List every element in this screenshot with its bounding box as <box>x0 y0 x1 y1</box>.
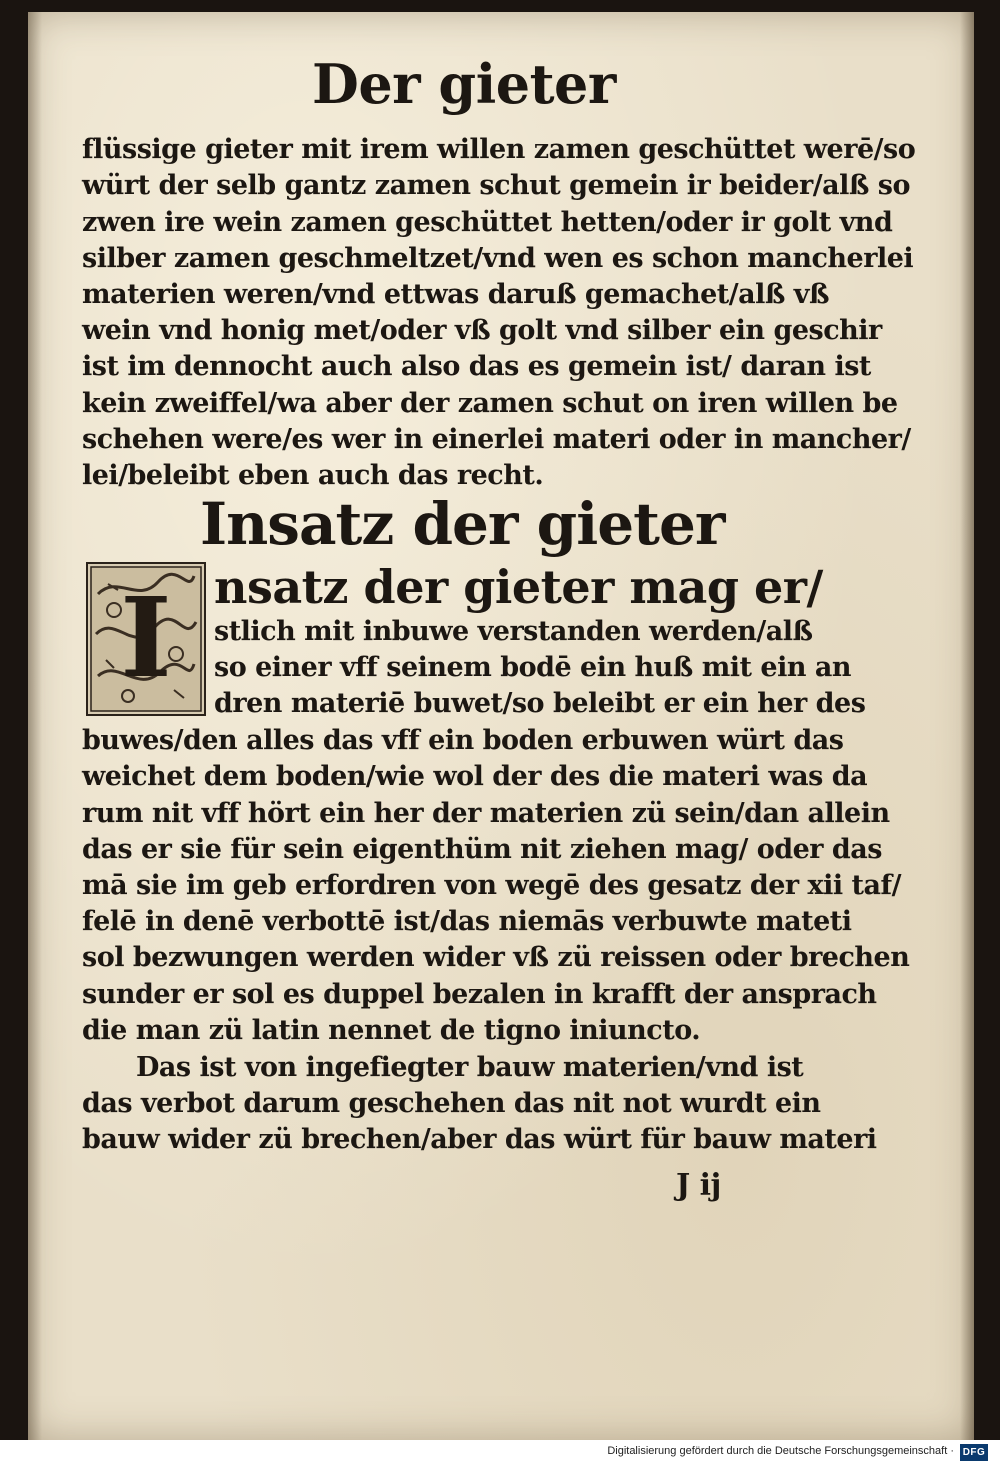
decorated-initial <box>86 562 206 716</box>
text-line: weichet dem boden/wie wol der des die materi was da <box>82 761 868 792</box>
text-line: sunder er sol es duppel bezalen in krafft der ansprach <box>82 979 877 1010</box>
text-line: kein zweiffel/wa aber der zamen schut on iren willen be <box>82 388 898 419</box>
section-heading: Insatz der gieter <box>200 490 725 558</box>
text-line: schehen were/es wer in einerlei materi oder in mancher/ <box>82 424 911 455</box>
text-line: wein vnd honig met/oder vß golt vnd silber ein geschir <box>82 315 882 346</box>
initial-letter: I <box>120 573 172 702</box>
page-edge-left <box>28 12 42 1440</box>
text-line: silber zamen geschmeltzet/vnd wen es schon mancherlei <box>82 243 914 274</box>
text-line: felē in denē verbottē ist/das niemās verbuwte mateti <box>82 906 852 937</box>
text-line: materien weren/vnd ettwas daruß gemachet/alß vß <box>82 279 829 310</box>
footer-bar <box>0 1440 1000 1466</box>
text-line: würt der selb gantz zamen schut gemein ir beider/alß so <box>82 170 910 201</box>
text-line: das verbot darum geschehen das nit not wurdt ein <box>82 1088 821 1119</box>
text-line: die man zü latin nennet de tigno iniuncto. <box>82 1015 701 1046</box>
text-line: buwes/den alles das vff ein boden erbuwen würt das <box>82 725 844 756</box>
text-line: flüssige gieter mit irem willen zamen geschüttet werē/so <box>82 134 916 165</box>
text-line: stlich mit inbuwe verstanden werden/alß <box>214 616 813 647</box>
text-line: mā sie im geb erfordren von wegē des gesatz der xii taf/ <box>82 870 901 901</box>
signature-mark: J ij <box>676 1168 721 1203</box>
funding-credit: Digitalisierung gefördert durch die Deutsche Forschungsgemeinschaft · <box>607 1445 954 1457</box>
text-line: so einer vff seinem bodē ein huß mit ein an <box>214 652 851 683</box>
text-line: rum nit vff hört ein her der materien zü sein/dan allein <box>82 798 890 829</box>
text-line: sol bezwungen werden wider vß zü reissen oder brechen <box>82 942 910 973</box>
page-edge-right <box>960 12 974 1440</box>
dfg-logo: DFG <box>960 1444 988 1461</box>
text-line: bauw wider zü brechen/aber das würt für bauw materi <box>82 1124 877 1155</box>
running-headline: Der gieter <box>312 52 616 116</box>
text-line: Das ist von ingefiegter bauw materien/vnd ist <box>136 1052 804 1083</box>
text-line: lei/beleibt eben auch das recht. <box>82 460 544 491</box>
text-line: zwen ire wein zamen geschüttet hetten/oder ir golt vnd <box>82 207 893 238</box>
text-line: dren materiē buwet/so beleibt er ein her des <box>214 688 866 719</box>
text-line: ist im dennocht auch also das es gemein ist/ daran ist <box>82 351 871 382</box>
first-line-large: nsatz der gieter mag er/ <box>214 560 823 614</box>
text-line: das er sie für sein eigenthüm nit ziehen mag/ oder das <box>82 834 883 865</box>
